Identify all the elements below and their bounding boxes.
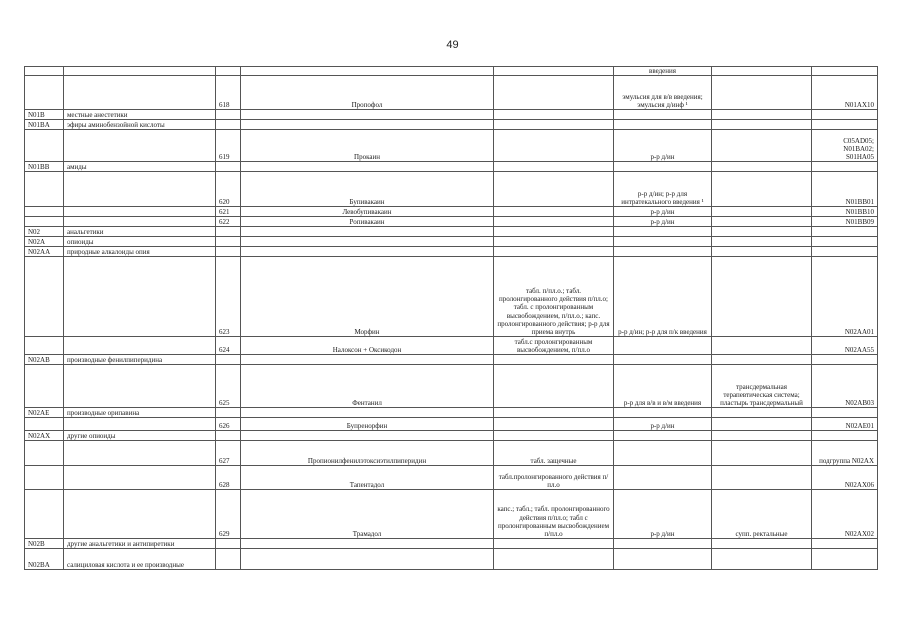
injection-form-cell — [614, 539, 712, 549]
group-name-cell — [64, 217, 216, 227]
drug-name-cell — [241, 408, 494, 418]
row-number-cell: 620 — [216, 172, 241, 207]
injection-form-cell — [614, 466, 712, 490]
table-row — [25, 217, 878, 227]
other-form-cell — [712, 162, 812, 172]
other-form-cell — [712, 466, 812, 490]
atc-classification-cell: N01BB09 — [812, 217, 878, 227]
other-form-cell — [712, 207, 812, 217]
atc-code-cell — [25, 257, 64, 337]
group-name-cell — [64, 466, 216, 490]
row-number-cell — [216, 549, 241, 570]
table-row — [25, 67, 878, 76]
row-number-cell — [216, 120, 241, 130]
other-form-cell — [712, 76, 812, 110]
injection-form-cell — [614, 120, 712, 130]
drug-name-cell — [241, 247, 494, 257]
oral-form-cell — [494, 549, 614, 570]
group-name-cell — [64, 490, 216, 539]
drug-name-cell: Тапентадол — [241, 466, 494, 490]
group-name-cell: другие анальгетики и антипиретики — [64, 539, 216, 549]
injection-form-cell: р-р для в/в и в/м введения — [614, 365, 712, 408]
row-number-cell: 624 — [216, 337, 241, 355]
oral-form-cell — [494, 110, 614, 120]
table-row — [25, 365, 878, 408]
group-name-cell — [64, 76, 216, 110]
atc-classification-cell — [812, 162, 878, 172]
drug-name-cell: Трамадол — [241, 490, 494, 539]
table-row — [25, 466, 878, 490]
oral-form-cell: капс.; табл.; табл. пролонгированного действия п/пл.о; табл с пролонгированным высвобождением п/пл.о — [494, 490, 614, 539]
row-number-cell — [216, 110, 241, 120]
atc-code-cell: N02AB — [25, 355, 64, 365]
group-name-cell: эфиры аминобензойной кислоты — [64, 120, 216, 130]
group-name-cell — [64, 67, 216, 76]
oral-form-cell — [494, 247, 614, 257]
drug-name-cell: Налоксон + Оксикодон — [241, 337, 494, 355]
drug-name-cell: Левобупивакаин — [241, 207, 494, 217]
atc-classification-cell — [812, 549, 878, 570]
atc-classification-cell: N01BB10 — [812, 207, 878, 217]
injection-form-cell: р-р д/ин — [614, 418, 712, 431]
atc-classification-cell: N02AX02 — [812, 490, 878, 539]
injection-form-cell — [614, 408, 712, 418]
oral-form-cell: табл.с пролонгированным высвобождением, п/пл.о — [494, 337, 614, 355]
other-form-cell: супп. ректальные — [712, 490, 812, 539]
injection-form-cell — [614, 110, 712, 120]
row-number-cell — [216, 355, 241, 365]
atc-code-cell — [25, 418, 64, 431]
injection-form-cell — [614, 549, 712, 570]
group-name-cell: производные фенилпиперидина — [64, 355, 216, 365]
drug-name-cell — [241, 237, 494, 247]
row-number-cell: 629 — [216, 490, 241, 539]
group-name-cell — [64, 441, 216, 466]
other-form-cell — [712, 431, 812, 441]
drug-table — [24, 66, 878, 570]
atc-classification-cell: C05AD05; N01BA02; S01HA05 — [812, 130, 878, 162]
table-row — [25, 418, 878, 431]
other-form-cell — [712, 337, 812, 355]
group-name-cell — [64, 365, 216, 408]
drug-name-cell: Прокаин — [241, 130, 494, 162]
injection-form-cell — [614, 355, 712, 365]
table-row — [25, 539, 878, 549]
injection-form-cell: р-р д/ин — [614, 207, 712, 217]
group-name-cell: анальгетики — [64, 227, 216, 237]
other-form-cell — [712, 130, 812, 162]
atc-code-cell — [25, 490, 64, 539]
atc-code-cell — [25, 217, 64, 227]
oral-form-cell — [494, 162, 614, 172]
drug-name-cell: Бупренорфин — [241, 418, 494, 431]
oral-form-cell — [494, 539, 614, 549]
table-row — [25, 549, 878, 570]
group-name-cell — [64, 172, 216, 207]
drug-name-cell: Пропофол — [241, 76, 494, 110]
other-form-cell — [712, 120, 812, 130]
other-form-cell — [712, 110, 812, 120]
drug-name-cell: Пропионилфенилэтоксиэтилпиперидин — [241, 441, 494, 466]
injection-form-cell — [614, 162, 712, 172]
oral-form-cell — [494, 120, 614, 130]
atc-code-cell — [25, 466, 64, 490]
atc-code-cell: N02BA — [25, 549, 64, 570]
injection-form-cell: р-р д/ин — [614, 130, 712, 162]
table-row — [25, 76, 878, 110]
drug-name-cell — [241, 67, 494, 76]
other-form-cell — [712, 227, 812, 237]
atc-code-cell — [25, 67, 64, 76]
group-name-cell — [64, 257, 216, 337]
atc-code-cell: N01BA — [25, 120, 64, 130]
row-number-cell: 628 — [216, 466, 241, 490]
other-form-cell — [712, 217, 812, 227]
atc-classification-cell: N02AB03 — [812, 365, 878, 408]
atc-classification-cell: N01BB01 — [812, 172, 878, 207]
injection-form-cell: введения — [614, 67, 712, 76]
other-form-cell — [712, 355, 812, 365]
row-number-cell: 621 — [216, 207, 241, 217]
row-number-cell — [216, 237, 241, 247]
table-row — [25, 172, 878, 207]
oral-form-cell — [494, 172, 614, 207]
injection-form-cell: р-р д/ин — [614, 217, 712, 227]
injection-form-cell — [614, 247, 712, 257]
group-name-cell: другие опиоиды — [64, 431, 216, 441]
atc-classification-cell — [812, 431, 878, 441]
group-name-cell: производные орипавина — [64, 408, 216, 418]
row-number-cell: 619 — [216, 130, 241, 162]
injection-form-cell — [614, 337, 712, 355]
injection-form-cell — [614, 441, 712, 466]
page-number: 49 — [446, 39, 459, 51]
atc-code-cell: N01B — [25, 110, 64, 120]
atc-code-cell — [25, 130, 64, 162]
atc-code-cell — [25, 207, 64, 217]
row-number-cell — [216, 431, 241, 441]
table-row — [25, 227, 878, 237]
atc-classification-cell — [812, 539, 878, 549]
atc-code-cell: N02AX — [25, 431, 64, 441]
atc-classification-cell: N01AX10 — [812, 76, 878, 110]
row-number-cell: 622 — [216, 217, 241, 227]
atc-code-cell: N02B — [25, 539, 64, 549]
row-number-cell: 618 — [216, 76, 241, 110]
group-name-cell — [64, 418, 216, 431]
row-number-cell: 627 — [216, 441, 241, 466]
atc-classification-cell — [812, 227, 878, 237]
group-name-cell: природные алкалоиды опия — [64, 247, 216, 257]
oral-form-cell: табл.пролонгированного действия п/пл.о — [494, 466, 614, 490]
drug-name-cell — [241, 227, 494, 237]
table-row — [25, 257, 878, 337]
atc-code-cell: N02AA — [25, 247, 64, 257]
group-name-cell — [64, 130, 216, 162]
other-form-cell — [712, 247, 812, 257]
oral-form-cell — [494, 408, 614, 418]
other-form-cell — [712, 549, 812, 570]
drug-name-cell: Ропивакаин — [241, 217, 494, 227]
table-row — [25, 237, 878, 247]
oral-form-cell — [494, 355, 614, 365]
row-number-cell: 625 — [216, 365, 241, 408]
atc-classification-cell — [812, 355, 878, 365]
atc-code-cell: N02 — [25, 227, 64, 237]
atc-classification-cell — [812, 408, 878, 418]
oral-form-cell — [494, 217, 614, 227]
other-form-cell — [712, 67, 812, 76]
oral-form-cell — [494, 365, 614, 408]
table-row — [25, 355, 878, 365]
atc-classification-cell — [812, 247, 878, 257]
table-row — [25, 130, 878, 162]
oral-form-cell — [494, 67, 614, 76]
other-form-cell — [712, 418, 812, 431]
group-name-cell — [64, 337, 216, 355]
oral-form-cell: табл. защечные — [494, 441, 614, 466]
table-row — [25, 408, 878, 418]
oral-form-cell — [494, 431, 614, 441]
drug-name-cell — [241, 549, 494, 570]
table-row — [25, 110, 878, 120]
drug-name-cell: Морфин — [241, 257, 494, 337]
atc-classification-cell: N02AA01 — [812, 257, 878, 337]
oral-form-cell — [494, 227, 614, 237]
atc-code-cell: N02A — [25, 237, 64, 247]
group-name-cell: амиды — [64, 162, 216, 172]
group-name-cell: местные анестетики — [64, 110, 216, 120]
injection-form-cell — [614, 237, 712, 247]
atc-classification-cell: N02AE01 — [812, 418, 878, 431]
row-number-cell — [216, 539, 241, 549]
drug-name-cell: Фентанил — [241, 365, 494, 408]
table-row — [25, 120, 878, 130]
atc-classification-cell: N02AA55 — [812, 337, 878, 355]
table-row — [25, 431, 878, 441]
table-row — [25, 247, 878, 257]
atc-classification-cell: подгруппа N02AX — [812, 441, 878, 466]
other-form-cell — [712, 237, 812, 247]
injection-form-cell: р-р д/ин; р-р для интратекального введения ¹ — [614, 172, 712, 207]
oral-form-cell — [494, 237, 614, 247]
atc-classification-cell — [812, 237, 878, 247]
other-form-cell — [712, 408, 812, 418]
atc-classification-cell: N02AX06 — [812, 466, 878, 490]
row-number-cell — [216, 408, 241, 418]
group-name-cell: опиоиды — [64, 237, 216, 247]
injection-form-cell — [614, 431, 712, 441]
table-row — [25, 207, 878, 217]
other-form-cell: трансдермальная терапевтическая система; пластырь трансдермальный — [712, 365, 812, 408]
row-number-cell — [216, 247, 241, 257]
oral-form-cell — [494, 76, 614, 110]
atc-code-cell — [25, 172, 64, 207]
atc-classification-cell — [812, 110, 878, 120]
other-form-cell — [712, 441, 812, 466]
atc-classification-cell — [812, 120, 878, 130]
drug-name-cell — [241, 355, 494, 365]
row-number-cell — [216, 162, 241, 172]
other-form-cell — [712, 257, 812, 337]
group-name-cell: салициловая кислота и ее производные — [64, 549, 216, 570]
other-form-cell — [712, 539, 812, 549]
group-name-cell — [64, 207, 216, 217]
oral-form-cell — [494, 207, 614, 217]
drug-name-cell — [241, 539, 494, 549]
row-number-cell — [216, 67, 241, 76]
atc-code-cell: N02AE — [25, 408, 64, 418]
atc-code-cell: N01BB — [25, 162, 64, 172]
table-row — [25, 490, 878, 539]
drug-name-cell — [241, 110, 494, 120]
oral-form-cell — [494, 418, 614, 431]
row-number-cell: 626 — [216, 418, 241, 431]
atc-code-cell — [25, 365, 64, 408]
table-row — [25, 162, 878, 172]
injection-form-cell — [614, 227, 712, 237]
other-form-cell — [712, 172, 812, 207]
oral-form-cell — [494, 130, 614, 162]
drug-name-cell — [241, 162, 494, 172]
injection-form-cell: эмульсия для в/в введения; эмульсия д/инф ¹ — [614, 76, 712, 110]
atc-code-cell — [25, 337, 64, 355]
drug-name-cell — [241, 120, 494, 130]
injection-form-cell: р-р д/ин — [614, 490, 712, 539]
injection-form-cell: р-р д/ин; р-р для п/к введения — [614, 257, 712, 337]
row-number-cell: 623 — [216, 257, 241, 337]
table-row — [25, 441, 878, 466]
row-number-cell — [216, 227, 241, 237]
atc-code-cell — [25, 76, 64, 110]
atc-classification-cell — [812, 67, 878, 76]
drug-name-cell — [241, 431, 494, 441]
oral-form-cell: табл. п/пл.о.; табл. пролонгированного действия п/пл.о; табл. с пролонгированным высвобождением, п/пл.о.; капс. пролонгированного действия; р-р для приема внутрь — [494, 257, 614, 337]
table-row — [25, 337, 878, 355]
drug-name-cell: Бупивакаин — [241, 172, 494, 207]
atc-code-cell — [25, 441, 64, 466]
